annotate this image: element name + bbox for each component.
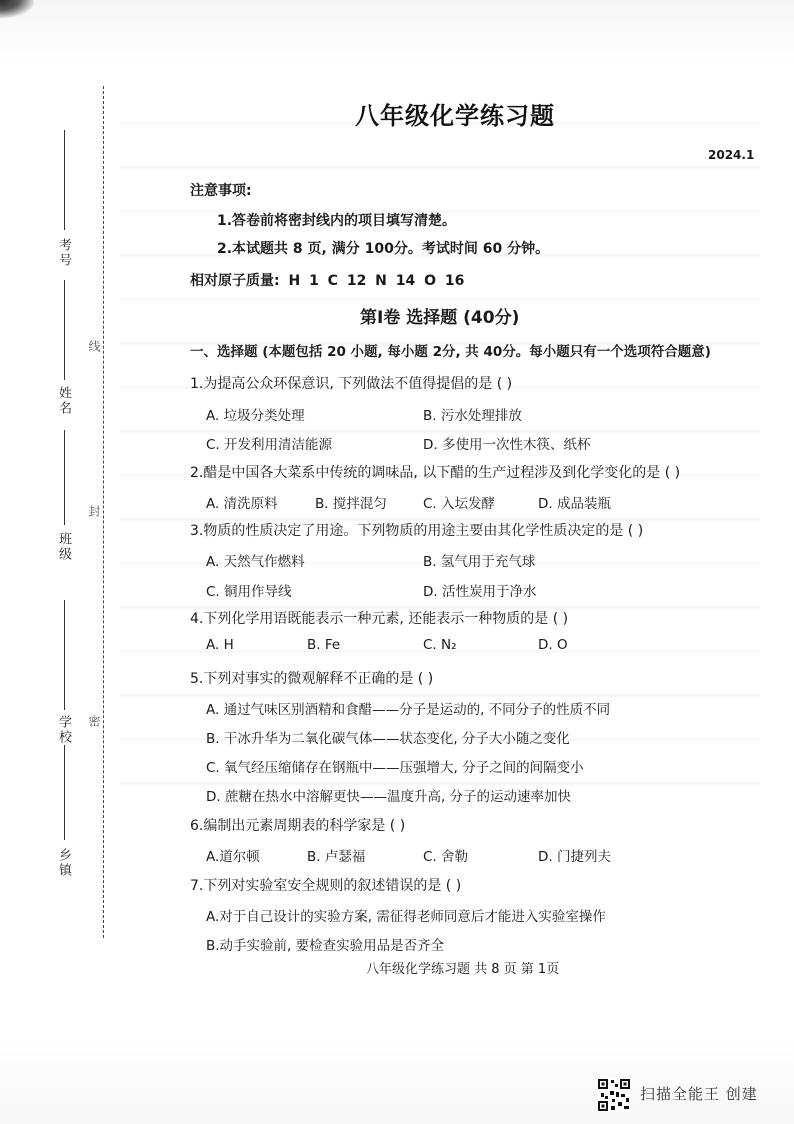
option-d: D. 多使用一次性木筷、纸杯 xyxy=(423,437,591,453)
name-label: 姓名 xyxy=(56,386,71,416)
option-a: A. 通过气味区别酒精和食醋——分子是运动的, 不同分子的性质不同 xyxy=(206,702,611,718)
exam-title: 八年级化学练习题 xyxy=(355,102,555,130)
question-stem: 6.编制出元素周期表的科学家是 ( ) xyxy=(190,818,406,834)
option-b: B. 卢瑟福 xyxy=(307,849,366,865)
option-c: C. 入坛发酵 xyxy=(423,496,496,512)
option-c: C. 铜用作导线 xyxy=(206,584,292,600)
option-a: A.对于自己设计的实验方案, 需征得老师同意后才能进入实验室操作 xyxy=(206,909,606,925)
atomic-masses: 相对原子质量: H 1 C 12 N 14 O 16 xyxy=(190,273,465,289)
question-stem: 2.醋是中国各大菜系中传统的调味品, 以下醋的生产过程涉及到化学变化的是 ( ) xyxy=(190,465,681,481)
option-d: D. 门捷列夫 xyxy=(538,849,611,865)
scanner-watermark: 扫描全能王 创建 xyxy=(640,1085,758,1103)
option-b: B. Fe xyxy=(307,637,341,653)
option-d: D. 成品装瓶 xyxy=(538,496,611,512)
notes-heading: 注意事项: xyxy=(190,183,252,199)
option-b: B. 搅拌混匀 xyxy=(315,496,387,512)
town-label: 乡镇 xyxy=(56,848,71,878)
seal-dashed-line xyxy=(103,86,104,938)
option-c: C. 氧气经压缩储存在钢瓶中——压强增大, 分子之间的间隔变小 xyxy=(206,760,584,776)
question-stem: 4.下列化学用语既能表示一种元素, 还能表示一种物质的是 ( ) xyxy=(190,611,569,627)
option-d: D. 蔗糖在热水中溶解更快——温度升高, 分子的运动速率加快 xyxy=(206,789,572,805)
option-b: B. 干冰升华为二氧化碳气体——状态变化, 分子大小随之变化 xyxy=(206,731,570,747)
seal-word-seal: 封 xyxy=(87,505,101,517)
option-c: C. N₂ xyxy=(423,637,457,653)
seal-word-secret: 密 xyxy=(87,715,101,727)
option-d: D. 活性炭用于净水 xyxy=(423,584,537,600)
town-underline xyxy=(64,745,65,840)
option-a: A. 清洗原料 xyxy=(206,496,278,512)
exam-no-underline xyxy=(64,130,65,230)
note-item: 1.答卷前将密封线内的项目填写清楚。 xyxy=(217,213,457,229)
name-underline xyxy=(64,280,65,380)
option-c: C. 开发利用清洁能源 xyxy=(206,437,333,453)
question-stem: 1.为提高公众环保意识, 下列做法不值得提倡的是 ( ) xyxy=(190,376,513,392)
scan-corner-shadow xyxy=(0,0,34,18)
option-a: A. 天然气作燃料 xyxy=(206,554,305,570)
option-b: B. 污水处理排放 xyxy=(423,408,522,424)
note-item: 2.本试题共 8 页, 满分 100分。考试时间 60 分钟。 xyxy=(217,241,550,257)
option-a: A.道尔顿 xyxy=(206,849,260,865)
question-stem: 7.下列对实验室安全规则的叙述错误的是 ( ) xyxy=(190,878,462,894)
question-stem: 3.物质的性质决定了用途。下列物质的用途主要由其化学性质决定的是 ( ) xyxy=(190,523,644,539)
school-underline xyxy=(64,600,65,710)
page-footer: 八年级化学练习题 共 8 页 第 1页 xyxy=(366,962,560,977)
exam-date: 2024.1 xyxy=(708,148,755,162)
option-a: A. 垃圾分类处理 xyxy=(206,408,305,424)
class-underline xyxy=(64,430,65,525)
option-b: B.动手实验前, 要检查实验用品是否齐全 xyxy=(206,938,445,954)
option-a: A. H xyxy=(206,637,234,653)
question-stem: 5.下列对事实的微观解释不正确的是 ( ) xyxy=(190,671,434,687)
qr-code-icon xyxy=(597,1078,631,1112)
class-label: 班级 xyxy=(56,532,71,562)
section-title: 第Ⅰ卷 选择题 (40分) xyxy=(360,308,520,328)
seal-word-line: 线 xyxy=(87,340,101,352)
option-b: B. 氢气用于充气球 xyxy=(423,554,536,570)
option-c: C. 舍勒 xyxy=(423,849,469,865)
exam-no-label: 考号 xyxy=(56,238,71,268)
part-heading: 一、选择题 (本题包括 20 小题, 每小题 2分, 共 40分。每小题只有一个选项符合题意) xyxy=(190,344,711,360)
school-label: 学校 xyxy=(56,715,71,745)
option-d: D. O xyxy=(538,637,568,653)
